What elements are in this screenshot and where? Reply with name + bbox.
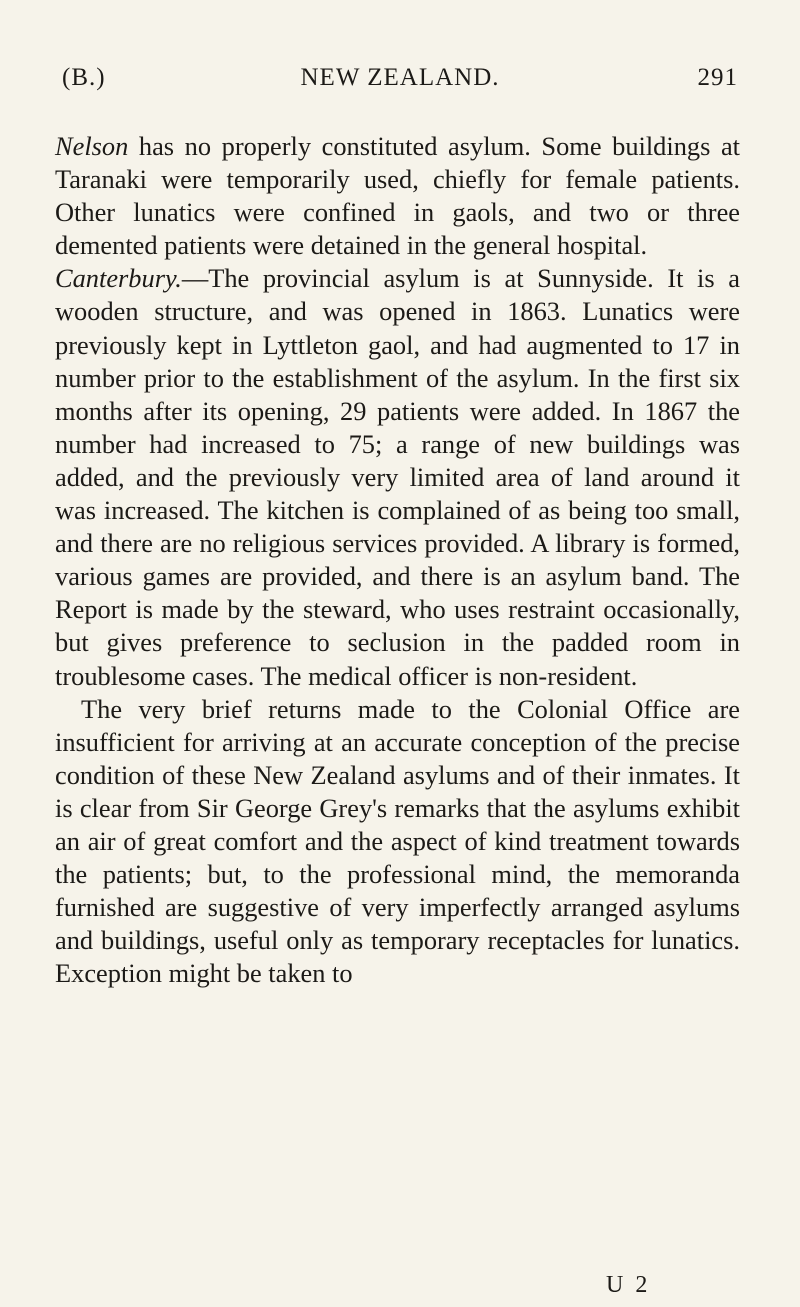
running-head <box>62 64 738 104</box>
section-marker: (B.) <box>62 64 106 91</box>
page-number: 291 <box>697 64 738 91</box>
paragraph-nelson <box>55 130 740 262</box>
paragraph-text-nelson: has no properly constituted asylum. Some buildings at Taranaki were temporarily used, chiefly for female patients. Other lunatics were confined in gaols, and two or three demented patients were detained in the general hospital. <box>55 131 740 261</box>
paragraph-text-returns: The very brief returns made to the Colonial Office are insufficient for arriving at an accurate conception of the precise condition of these New Zealand asylums and of their inmates. It is clear from Sir George Grey's remarks that the asylums exhibit an air of great comfort and the aspect of kind treatment towards the patients; but, to the professional mind, the memoranda furnished are suggestive of very imperfectly arranged asylums and buildings, useful only as temporary receptacles for lunatics. Exception might be taken to <box>55 693 740 989</box>
running-title: NEW ZEALAND. <box>300 64 500 91</box>
body-text <box>55 130 740 990</box>
paragraph-canterbury <box>55 262 740 692</box>
paragraph-text-canterbury: —The provincial asylum is at Sunnyside. It is a wooden structure, and was opened in 1863. Lunatics were previously kept in Lyttleton gaol, and had augmented to 17 in number prior to the establishment of the asylum. In the first six months after its opening, 29 patients were added. In 1867 the number had increased to 75; a range of new buildings was added, and the previously very limited area of land around it was increased. The kitchen is complained of as being too small, and there are no religious services provided. A library is formed, various games are provided, and there is an asylum band. The Report is made by the steward, who uses restraint occasionally, but gives preference to seclusion in the padded room in troublesome cases. The medical officer is non-resident. <box>55 263 740 691</box>
paragraph-lead-nelson: Nelson <box>55 131 129 161</box>
signature-mark: U 2 <box>606 1272 651 1298</box>
paragraph-returns <box>55 693 740 991</box>
paragraph-lead-canterbury: Canterbury. <box>55 263 182 294</box>
